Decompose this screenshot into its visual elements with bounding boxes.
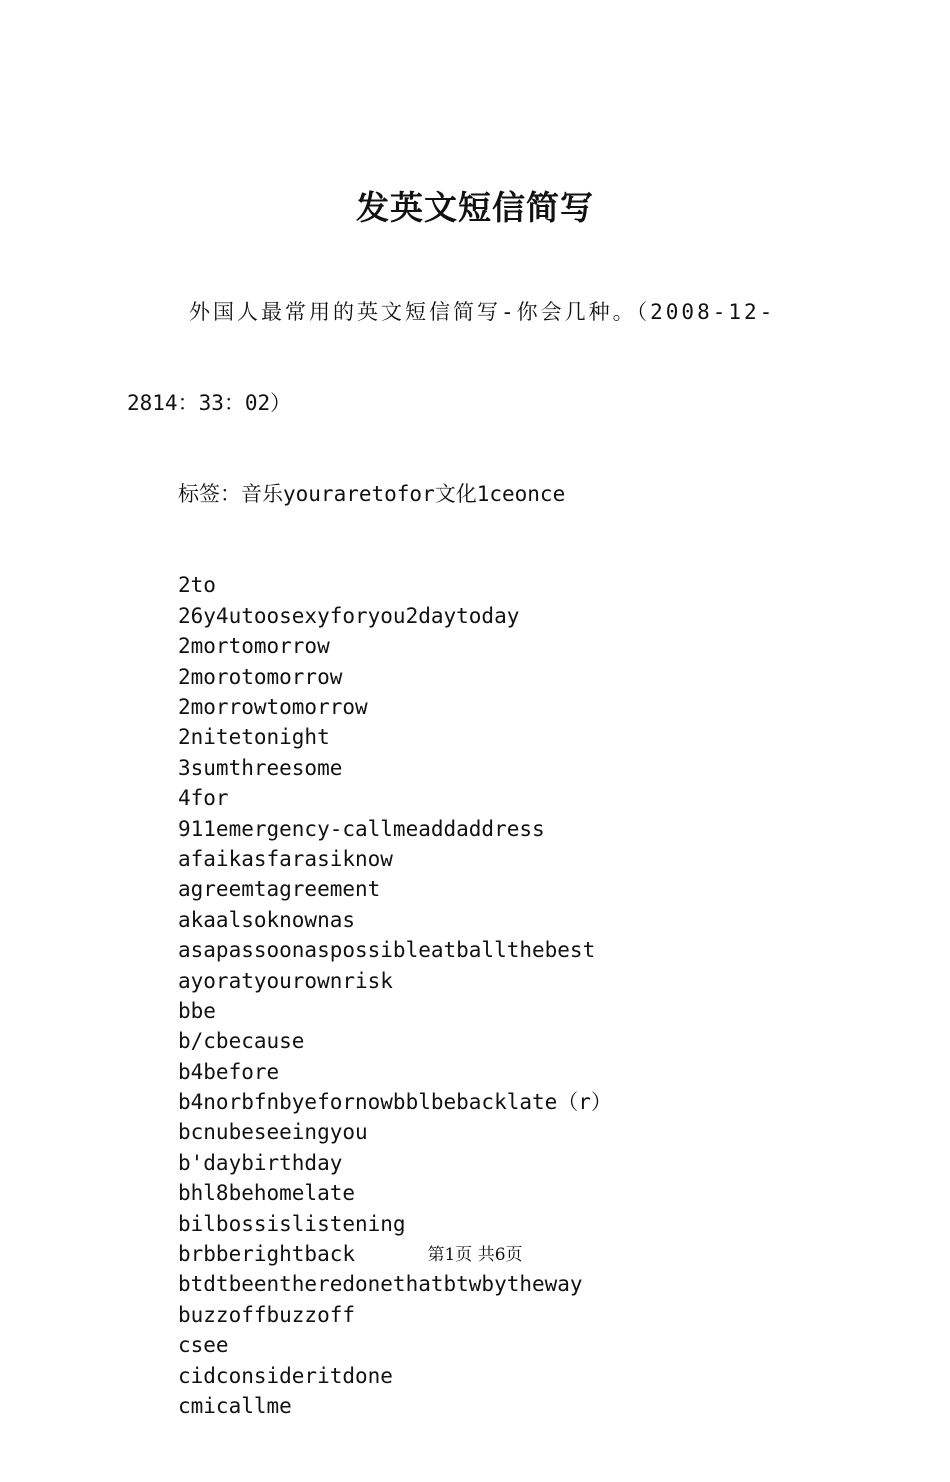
- abbreviation-line: b'daybirthday: [178, 1150, 343, 1175]
- intro-line-2: 2814：33：02）: [127, 391, 292, 416]
- abbreviation-line: 2morrowtomorrow: [178, 694, 368, 719]
- abbreviation-list: [127, 570, 847, 1421]
- abbreviation-line: 2nitetonight: [178, 725, 330, 750]
- abbreviation-line: asapassoonaspossibleatballthebest: [178, 938, 596, 963]
- abbreviation-line: cmicallme: [178, 1393, 292, 1418]
- abbreviation-line: cidconsideritdone: [178, 1363, 393, 1388]
- abbreviation-line: btdtbeentheredonethatbtwbytheway: [178, 1272, 583, 1297]
- abbreviation-line: 911emergency-callmeaddaddress: [178, 816, 545, 841]
- abbreviation-line: 26y4utoosexyforyou2daytoday: [178, 603, 520, 628]
- abbreviation-line: 3sumthreesome: [178, 755, 343, 780]
- abbreviation-line: brbberightback: [178, 1242, 356, 1267]
- abbreviation-line: buzzoffbuzzoff: [178, 1302, 356, 1327]
- abbreviation-line: agreemtagreement: [178, 877, 381, 902]
- abbreviation-line: csee: [178, 1333, 229, 1358]
- abbreviation-line: b4before: [178, 1059, 280, 1084]
- abbreviation-line: b4norbfnbyefornowbblbebacklate（r）: [178, 1090, 612, 1115]
- abbreviation-line: b/cbecause: [178, 1029, 305, 1054]
- tags-line: 标签：音乐youraretofor文化1ceonce: [178, 482, 566, 507]
- page-footer: 第1页 共6页: [427, 1245, 523, 1265]
- document-title: 发英文短信简写: [356, 188, 594, 227]
- abbreviation-line: ayoratyourownrisk: [178, 968, 393, 993]
- abbreviation-line: bbe: [178, 998, 216, 1023]
- document-body: [127, 236, 847, 1482]
- abbreviation-line: 2morotomorrow: [178, 664, 343, 689]
- intro-line-1: 外国人最常用的英文短信简写-你会几种。（2008-12-: [189, 299, 776, 324]
- abbreviation-line: akaalsoknownas: [178, 907, 356, 932]
- abbreviation-line: 2to: [178, 573, 216, 598]
- abbreviation-line: 4for: [178, 786, 229, 811]
- abbreviation-line: bcnubeseeingyou: [178, 1120, 368, 1145]
- abbreviation-line: 2mortomorrow: [178, 634, 330, 659]
- abbreviation-line: afaikasfarasiknow: [178, 846, 393, 871]
- abbreviation-line: bilbossislistening: [178, 1211, 406, 1236]
- abbreviation-line: bhl8behomelate: [178, 1181, 356, 1206]
